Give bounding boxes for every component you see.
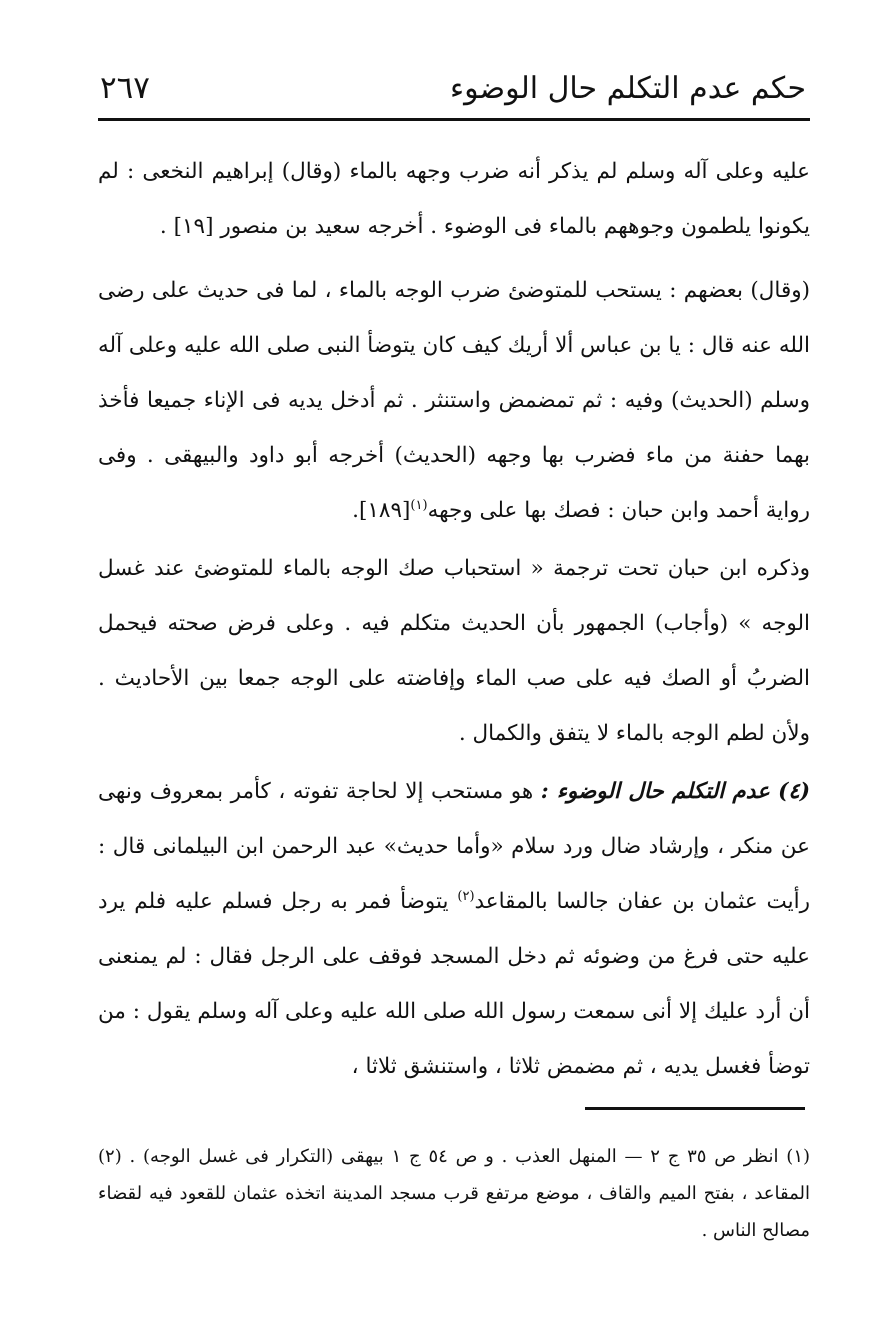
- footnote-rule: [585, 1107, 805, 1110]
- paragraph-1: عليه وعلى آله وسلم لم يذكر أنه ضرب وجهه بالماء (وقال) إبراهيم النخعى : لم يكونوا يلطمون وجوههم بالماء فى الوضوء . أخرجه سعيد بن منصور [١٩] .: [98, 159, 810, 239]
- paragraph-4-continuation: يتوضأ فمر به رجل فسلم عليه فلم يرد عليه حتى فرغ من وضوئه ثم دخل المسجد فوقف على الرجل فقال : لم يمنعنى أن أرد عليك إلا أنى سمعت رسول الله صلى الله عليه وعلى آله وسلم يقول : من توضأ فغسل يديه ، ثم مضمض ثلاثا ، واستنشق ثلاثا ،: [98, 889, 810, 1079]
- section-heading: (٤) عدم التكلم حال الوضوء :: [540, 779, 810, 804]
- header-rule: [98, 118, 810, 121]
- footnotes: [98, 1138, 810, 1249]
- page-number: ٢٦٧: [100, 70, 150, 106]
- footnote-2: (٢) المقاعد ، بفتح الميم والقاف ، موضع مرتفع قرب مسجد المدينة اتخذه عثمان للقعود فيه لقضاء مصالح الناس .: [98, 1146, 810, 1241]
- paragraph-2-text: (وقال) بعضهم : يستحب للمتوضئ ضرب الوجه بالماء ، لما فى حديث على رضى الله عنه قال : يا بن عباس ألا أريك كيف كان يتوضأ النبى صلى الله عليه وعلى آله وسلم (الحديث) وفيه : ثم تمضمض واستنثر . ثم أدخل يديه فى الإناء جميعا فأخذ بهما حفنة من ماء فضرب بها وجهه (الحديث) أخرجه أبو داود والبيهقى . وفى رواية أحمد وابن حبان : فصك بها على وجهه: [98, 278, 810, 523]
- page-header: [100, 62, 806, 114]
- paragraph-4-text: هو مستحب إلا لحاجة تفوته ، كأمر بمعروف ونهى عن منكر ، وإرشاد ضال ورد سلام «وأما حديث» عبد الرحمن ابن البيلمانى قال : رأيت عثمان بن عفان جالسا بالمقاعد: [98, 779, 810, 914]
- footnote-ref-2: (٢): [457, 888, 475, 904]
- paragraph-2-citation: [١٨٩].: [352, 498, 411, 523]
- paragraph-4: [98, 764, 810, 1094]
- footnote-1: (١) انظر ص ٣٥ ج ٢ — المنهل العذب . و ص ٥٤ ج ١ بيهقى (التكرار فى غسل الوجه) .: [129, 1146, 811, 1167]
- paragraph-2: [98, 263, 810, 538]
- paragraph-3: وذكره ابن حبان تحت ترجمة « استحباب صك الوجه بالماء للمتوضئ عند غسل الوجه » (وأجاب) الجمهور بأن الحديث متكلم فيه . وعلى فرض صحته فيحمل الضربُ أو الصك فيه على صب الماء وإفاضته على الوجه جمعا بين الأحاديث . ولأن لطم الوجه بالماء لا يتفق والكمال .: [98, 556, 810, 746]
- footnote-ref-1: (١): [410, 497, 428, 513]
- header-title: حكم عدم التكلم حال الوضوء: [450, 70, 806, 106]
